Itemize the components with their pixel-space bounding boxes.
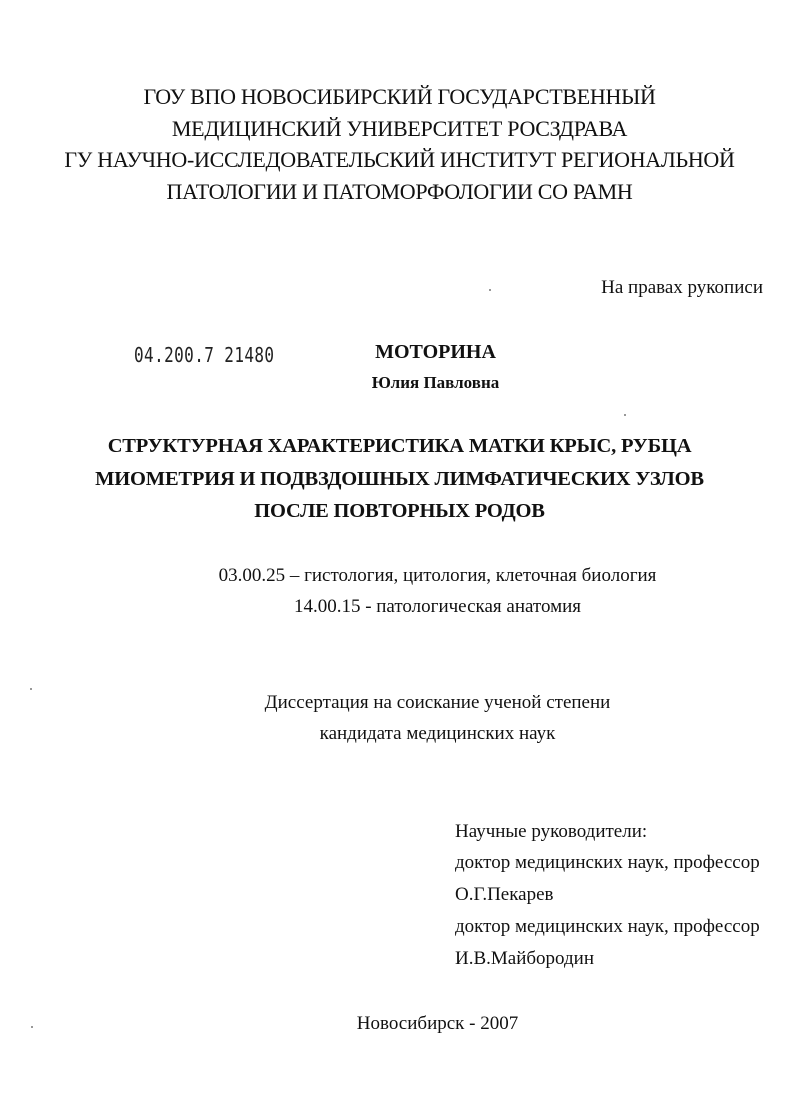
title-line-1: СТРУКТУРНАЯ ХАРАКТЕРИСТИКА МАТКИ КРЫС, РУБЦА <box>107 435 692 457</box>
scan-speck <box>30 688 32 690</box>
supervisor-1-name: О.Г.Пекарев <box>455 884 554 905</box>
institution-line-4: ПАТОЛОГИИ И ПАТОМОРФОЛОГИИ СО РАМН <box>166 179 633 204</box>
title-line-2: МИОМЕТРИЯ И ПОДВЗДОШНЫХ ЛИМФАТИЧЕСКИХ УЗЛОВ <box>95 468 704 490</box>
supervisor-1-degree: доктор медицинских наук, профессор <box>455 852 760 873</box>
supervisors-label: Научные руководители: <box>455 821 648 842</box>
supervisor-2-degree: доктор медицинских наук, профессор <box>455 916 760 937</box>
city-year: Новосибирск - 2007 <box>356 1013 519 1034</box>
manuscript-note: На правах рукописи <box>601 277 763 298</box>
specialty-2: 14.00.15 - патологическая анатомия <box>293 596 582 617</box>
title-line-3: ПОСЛЕ ПОВТОРНЫХ РОДОВ <box>254 500 545 522</box>
institution-line-1: ГОУ ВПО НОВОСИБИРСКИЙ ГОСУДАРСТВЕННЫЙ <box>143 84 656 109</box>
author-given-names: Юлия Павловна <box>371 373 500 392</box>
institution-line-2: МЕДИЦИНСКИЙ УНИВЕРСИТЕТ РОСЗДРАВА <box>171 116 628 141</box>
institution-line-3: ГУ НАУЧНО-ИССЛЕДОВАТЕЛЬСКИЙ ИНСТИТУТ РЕГИОНАЛЬНОЙ <box>64 147 735 172</box>
author-surname: МОТОРИНА <box>375 341 496 363</box>
specialty-1: 03.00.25 – гистология, цитология, клеточная биология <box>218 565 657 586</box>
dissertation-line-2: кандидата медицинских наук <box>319 723 556 744</box>
scan-speck <box>31 1026 33 1028</box>
registration-number: 04.200.7 21480 <box>134 343 275 367</box>
dissertation-line-1: Диссертация на соискание ученой степени <box>264 692 611 713</box>
supervisor-2-name: И.В.Майбородин <box>455 948 595 969</box>
scan-speck <box>624 414 626 416</box>
scan-speck <box>489 289 491 291</box>
